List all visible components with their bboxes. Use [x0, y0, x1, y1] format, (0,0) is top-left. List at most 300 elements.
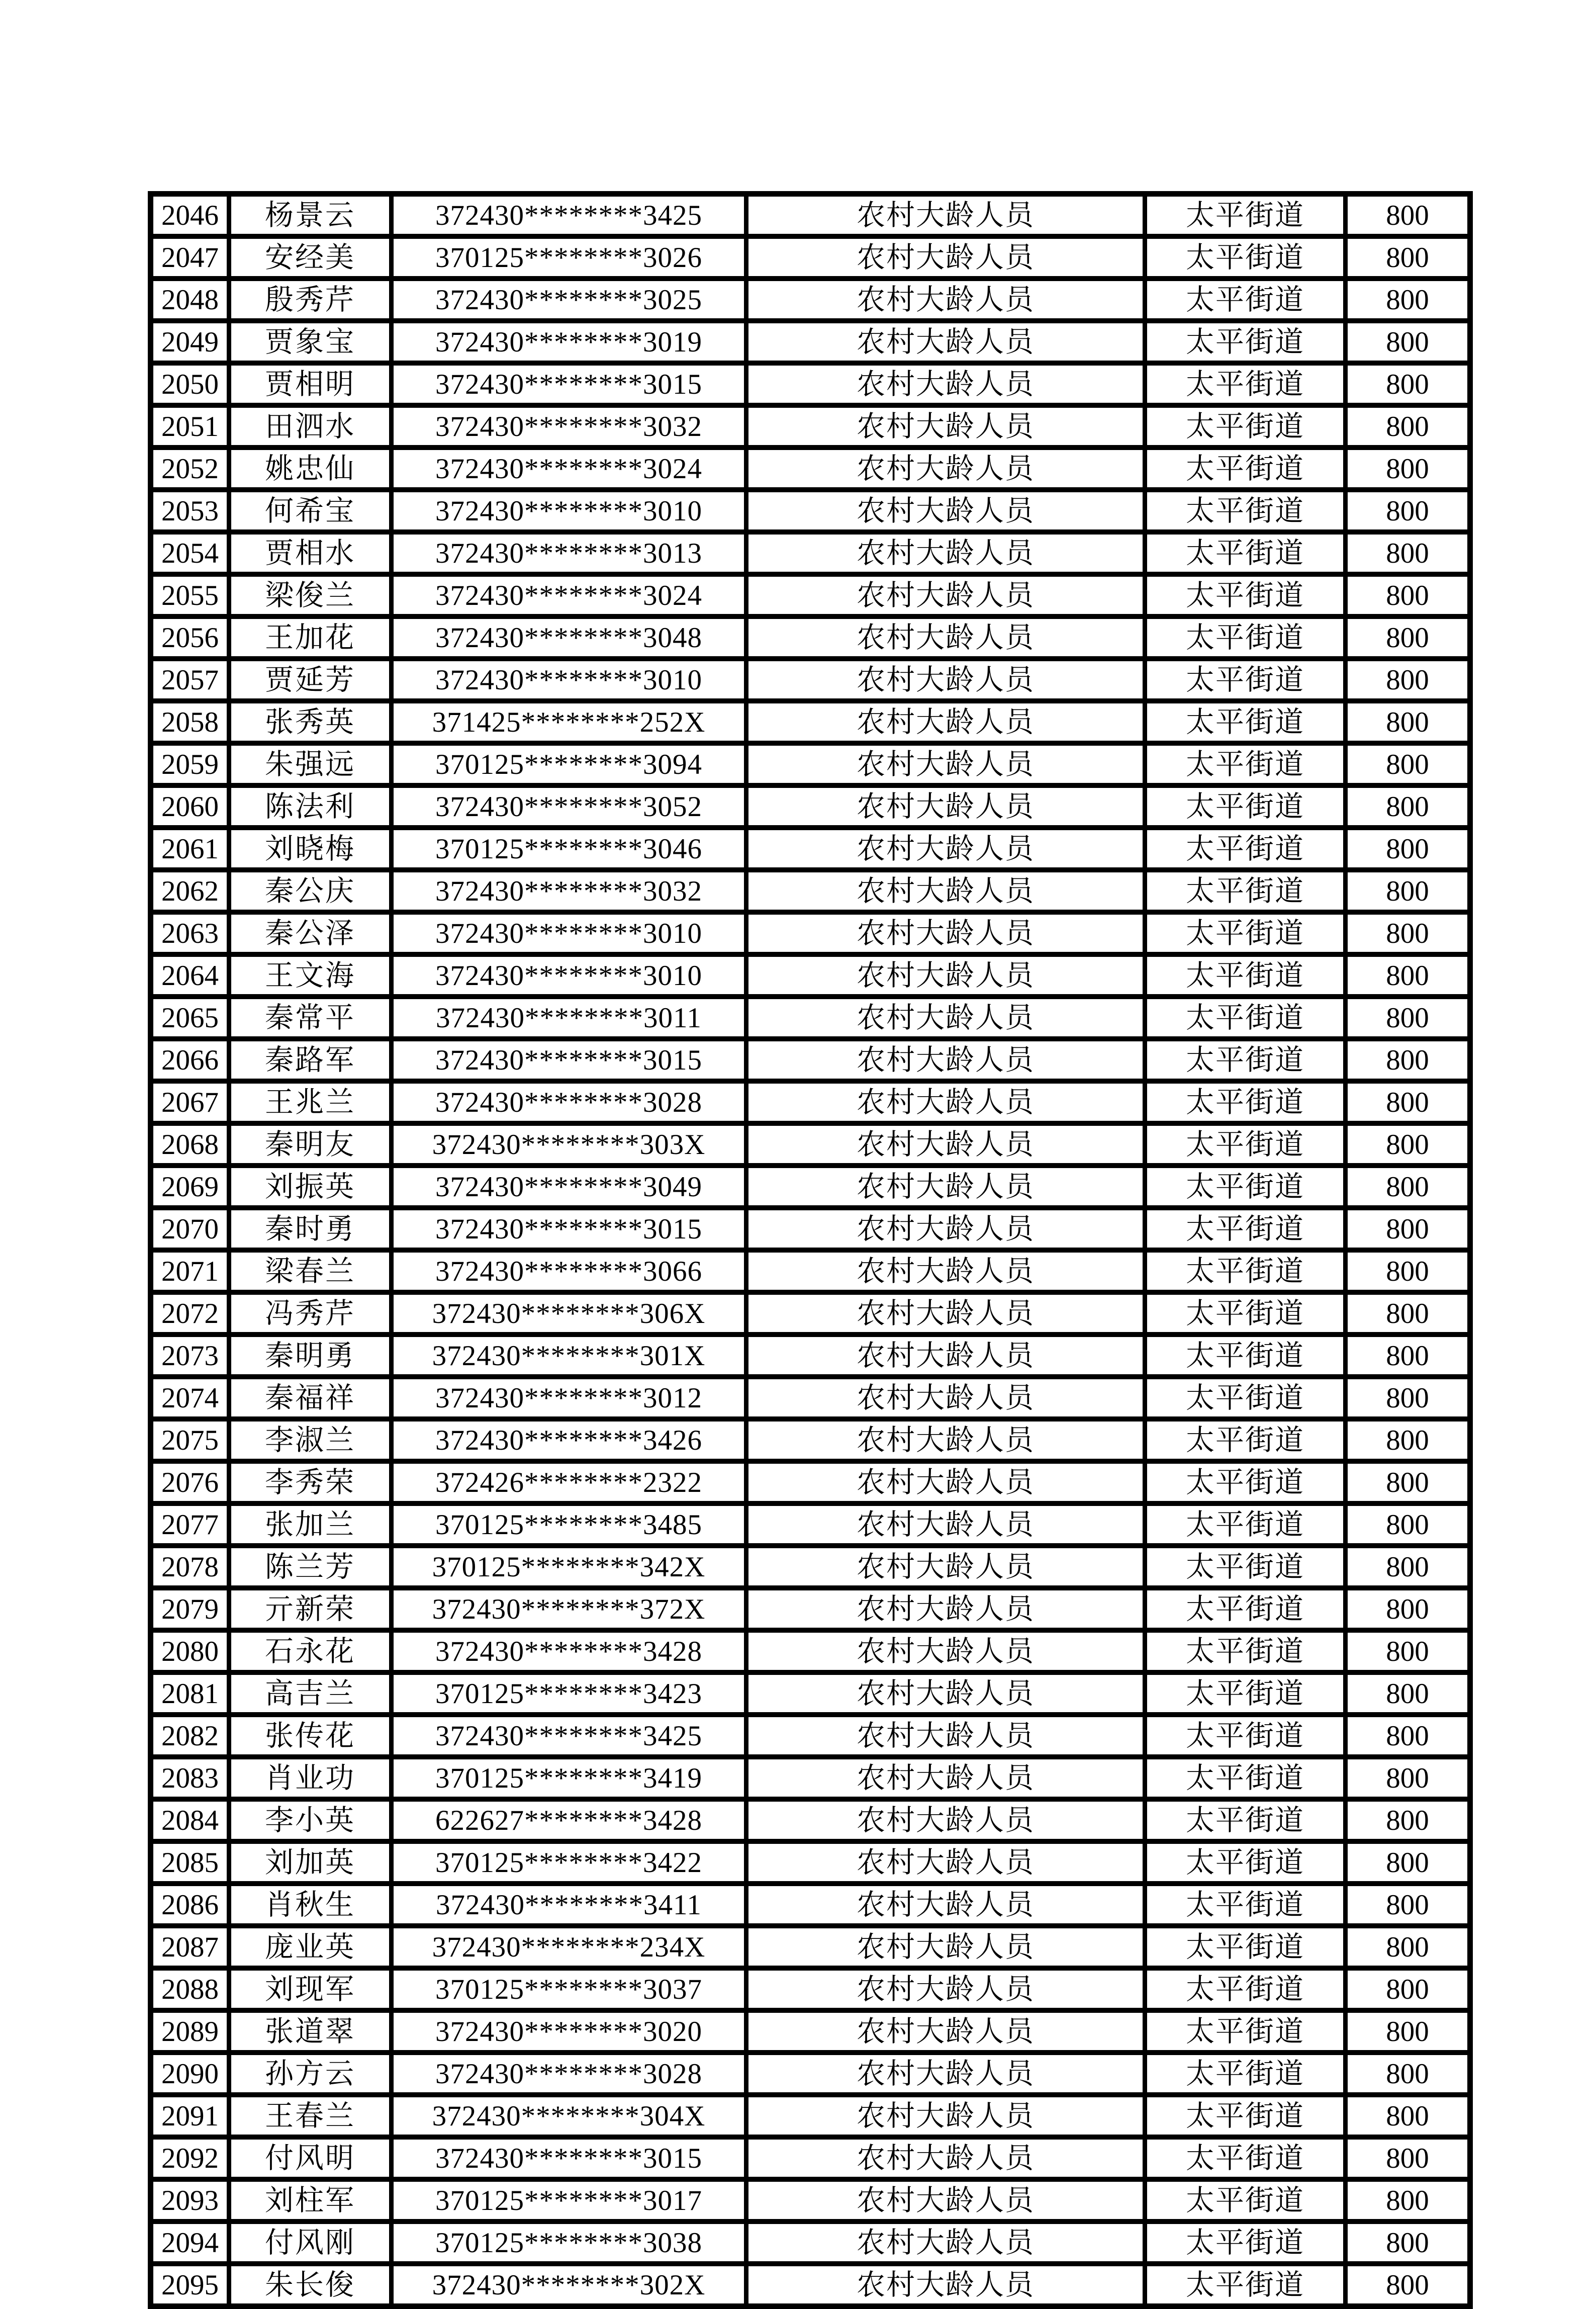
category-cell: 农村大龄人员 [746, 659, 1145, 701]
sequence-number-cell: 2077 [151, 1503, 229, 1546]
amount-cell: 800 [1346, 405, 1470, 448]
street-cell: 太平街道 [1145, 1166, 1346, 1208]
table-row [151, 1250, 1470, 1292]
table-row [151, 194, 1470, 237]
person-name-cell: 刘现军 [229, 1968, 392, 2010]
category-cell: 农村大龄人员 [746, 1166, 1145, 1208]
street-cell: 太平街道 [1145, 912, 1346, 954]
category-cell: 农村大龄人员 [746, 701, 1145, 743]
amount-cell: 800 [1346, 1546, 1470, 1588]
sequence-number-cell: 2084 [151, 1799, 229, 1841]
category-cell: 农村大龄人员 [746, 743, 1145, 785]
table-row [151, 1799, 1470, 1841]
person-name-cell: 冯秀芹 [229, 1292, 392, 1335]
amount-cell: 800 [1346, 912, 1470, 954]
street-cell: 太平街道 [1145, 1292, 1346, 1335]
category-cell: 农村大龄人员 [746, 1292, 1145, 1335]
street-cell: 太平街道 [1145, 1250, 1346, 1292]
street-cell: 太平街道 [1145, 743, 1346, 785]
sequence-number-cell: 2081 [151, 1672, 229, 1715]
table-row [151, 1208, 1470, 1250]
category-cell: 农村大龄人员 [746, 574, 1145, 616]
person-name-cell: 安经美 [229, 236, 392, 279]
amount-cell: 800 [1346, 363, 1470, 405]
category-cell: 农村大龄人员 [746, 532, 1145, 574]
id-number-cell: 372430********3049 [392, 1166, 746, 1208]
amount-cell: 800 [1346, 2137, 1470, 2179]
sequence-number-cell: 2086 [151, 1884, 229, 1926]
table-row [151, 2222, 1470, 2264]
sequence-number-cell: 2095 [151, 2264, 229, 2306]
person-name-cell: 杨景云 [229, 194, 392, 237]
person-name-cell: 刘加英 [229, 1841, 392, 1884]
table-row [151, 321, 1470, 363]
sequence-number-cell: 2062 [151, 870, 229, 912]
category-cell: 农村大龄人员 [746, 1461, 1145, 1503]
person-name-cell: 孙方云 [229, 2053, 392, 2095]
sequence-number-cell: 2049 [151, 321, 229, 363]
amount-cell: 800 [1346, 2095, 1470, 2137]
category-cell: 农村大龄人员 [746, 1208, 1145, 1250]
sequence-number-cell: 2048 [151, 279, 229, 321]
sequence-number-cell: 2073 [151, 1335, 229, 1377]
category-cell: 农村大龄人员 [746, 1630, 1145, 1672]
id-number-cell: 371425********252X [392, 701, 746, 743]
person-name-cell: 陈兰芳 [229, 1546, 392, 1588]
street-cell: 太平街道 [1145, 954, 1346, 997]
category-cell: 农村大龄人员 [746, 448, 1145, 490]
street-cell: 太平街道 [1145, 870, 1346, 912]
sequence-number-cell: 2067 [151, 1081, 229, 1123]
street-cell: 太平街道 [1145, 1715, 1346, 1757]
amount-cell: 800 [1346, 1166, 1470, 1208]
sequence-number-cell: 2082 [151, 1715, 229, 1757]
amount-cell: 800 [1346, 1377, 1470, 1419]
sequence-number-cell: 2066 [151, 1039, 229, 1081]
person-name-cell: 张秀英 [229, 701, 392, 743]
street-cell: 太平街道 [1145, 1630, 1346, 1672]
person-name-cell: 秦常平 [229, 997, 392, 1039]
id-number-cell: 372430********3015 [392, 1039, 746, 1081]
person-name-cell: 李淑兰 [229, 1419, 392, 1461]
table-row [151, 1335, 1470, 1377]
amount-cell: 800 [1346, 2264, 1470, 2306]
category-cell: 农村大龄人员 [746, 616, 1145, 659]
id-number-cell: 372430********3066 [392, 1250, 746, 1292]
street-cell: 太平街道 [1145, 1461, 1346, 1503]
id-number-cell: 372430********3020 [392, 2010, 746, 2053]
table-row [151, 279, 1470, 321]
table-row [151, 828, 1470, 870]
category-cell: 农村大龄人员 [746, 1039, 1145, 1081]
sequence-number-cell: 2059 [151, 743, 229, 785]
category-cell: 农村大龄人员 [746, 236, 1145, 279]
street-cell: 太平街道 [1145, 616, 1346, 659]
table-row [151, 701, 1470, 743]
id-number-cell: 372430********3428 [392, 1630, 746, 1672]
street-cell: 太平街道 [1145, 2222, 1346, 2264]
street-cell: 太平街道 [1145, 1757, 1346, 1799]
id-number-cell: 372430********3012 [392, 1377, 746, 1419]
person-name-cell: 刘振英 [229, 1166, 392, 1208]
street-cell: 太平街道 [1145, 2264, 1346, 2306]
category-cell: 农村大龄人员 [746, 279, 1145, 321]
person-name-cell: 李小英 [229, 1799, 392, 1841]
amount-cell: 800 [1346, 574, 1470, 616]
person-name-cell: 贾象宝 [229, 321, 392, 363]
category-cell: 农村大龄人员 [746, 363, 1145, 405]
street-cell: 太平街道 [1145, 1377, 1346, 1419]
amount-cell: 800 [1346, 743, 1470, 785]
id-number-cell: 370125********3485 [392, 1503, 746, 1546]
sequence-number-cell: 2083 [151, 1757, 229, 1799]
street-cell: 太平街道 [1145, 321, 1346, 363]
street-cell: 太平街道 [1145, 574, 1346, 616]
person-name-cell: 王加花 [229, 616, 392, 659]
sequence-number-cell: 2094 [151, 2222, 229, 2264]
street-cell: 太平街道 [1145, 1588, 1346, 1630]
sequence-number-cell: 2070 [151, 1208, 229, 1250]
id-number-cell: 370125********3017 [392, 2179, 746, 2222]
category-cell: 农村大龄人员 [746, 1250, 1145, 1292]
table-row [151, 659, 1470, 701]
person-name-cell: 张传花 [229, 1715, 392, 1757]
street-cell: 太平街道 [1145, 279, 1346, 321]
sequence-number-cell: 2076 [151, 1461, 229, 1503]
id-number-cell: 370125********342X [392, 1546, 746, 1588]
table-row [151, 1672, 1470, 1715]
person-name-cell: 王兆兰 [229, 1081, 392, 1123]
category-cell: 农村大龄人员 [746, 1588, 1145, 1630]
street-cell: 太平街道 [1145, 1884, 1346, 1926]
table-row [151, 1292, 1470, 1335]
table-row [151, 870, 1470, 912]
table-row [151, 2179, 1470, 2222]
amount-cell: 800 [1346, 236, 1470, 279]
person-name-cell: 秦福祥 [229, 1377, 392, 1419]
amount-cell: 800 [1346, 194, 1470, 237]
amount-cell: 800 [1346, 1672, 1470, 1715]
table-row [151, 785, 1470, 828]
street-cell: 太平街道 [1145, 1799, 1346, 1841]
person-name-cell: 肖业功 [229, 1757, 392, 1799]
amount-cell: 800 [1346, 448, 1470, 490]
table-row [151, 2137, 1470, 2179]
category-cell: 农村大龄人员 [746, 954, 1145, 997]
amount-cell: 800 [1346, 954, 1470, 997]
id-number-cell: 372430********3411 [392, 1884, 746, 1926]
person-name-cell: 秦公泽 [229, 912, 392, 954]
sequence-number-cell: 2089 [151, 2010, 229, 2053]
table-row [151, 448, 1470, 490]
table-row [151, 574, 1470, 616]
amount-cell: 800 [1346, 2053, 1470, 2095]
table-row [151, 2053, 1470, 2095]
amount-cell: 800 [1346, 532, 1470, 574]
id-number-cell: 372430********3013 [392, 532, 746, 574]
person-name-cell: 张道翠 [229, 2010, 392, 2053]
sequence-number-cell: 2054 [151, 532, 229, 574]
person-name-cell: 贾延芳 [229, 659, 392, 701]
amount-cell: 800 [1346, 2222, 1470, 2264]
id-number-cell: 372430********372X [392, 1588, 746, 1630]
street-cell: 太平街道 [1145, 1968, 1346, 2010]
person-name-cell: 庞业英 [229, 1926, 392, 1968]
table-row [151, 2010, 1470, 2053]
category-cell: 农村大龄人员 [746, 2179, 1145, 2222]
person-name-cell: 高吉兰 [229, 1672, 392, 1715]
id-number-cell: 372430********3025 [392, 279, 746, 321]
id-number-cell: 372430********3015 [392, 1208, 746, 1250]
id-number-cell: 372430********3048 [392, 616, 746, 659]
sequence-number-cell: 2078 [151, 1546, 229, 1588]
category-cell: 农村大龄人员 [746, 194, 1145, 237]
amount-cell: 800 [1346, 1335, 1470, 1377]
street-cell: 太平街道 [1145, 363, 1346, 405]
table-row [151, 912, 1470, 954]
category-cell: 农村大龄人员 [746, 870, 1145, 912]
street-cell: 太平街道 [1145, 490, 1346, 532]
sequence-number-cell: 2055 [151, 574, 229, 616]
category-cell: 农村大龄人员 [746, 1884, 1145, 1926]
table-row [151, 1588, 1470, 1630]
sequence-number-cell: 2079 [151, 1588, 229, 1630]
amount-cell: 800 [1346, 1250, 1470, 1292]
sequence-number-cell: 2053 [151, 490, 229, 532]
person-name-cell: 秦时勇 [229, 1208, 392, 1250]
street-cell: 太平街道 [1145, 1208, 1346, 1250]
sequence-number-cell: 2047 [151, 236, 229, 279]
id-number-cell: 372430********301X [392, 1335, 746, 1377]
sequence-number-cell: 2072 [151, 1292, 229, 1335]
street-cell: 太平街道 [1145, 1546, 1346, 1588]
amount-cell: 800 [1346, 1715, 1470, 1757]
amount-cell: 800 [1346, 1841, 1470, 1884]
category-cell: 农村大龄人员 [746, 1335, 1145, 1377]
table-row [151, 1039, 1470, 1081]
sequence-number-cell: 2051 [151, 405, 229, 448]
id-number-cell: 370125********3422 [392, 1841, 746, 1884]
person-name-cell: 秦明勇 [229, 1335, 392, 1377]
person-name-cell: 付风明 [229, 2137, 392, 2179]
category-cell: 农村大龄人员 [746, 912, 1145, 954]
id-number-cell: 372430********304X [392, 2095, 746, 2137]
amount-cell: 800 [1346, 1503, 1470, 1546]
amount-cell: 800 [1346, 1757, 1470, 1799]
category-cell: 农村大龄人员 [746, 1757, 1145, 1799]
sequence-number-cell: 2058 [151, 701, 229, 743]
street-cell: 太平街道 [1145, 1841, 1346, 1884]
id-number-cell: 370125********3423 [392, 1672, 746, 1715]
table-row [151, 1757, 1470, 1799]
amount-cell: 800 [1346, 2179, 1470, 2222]
sequence-number-cell: 2052 [151, 448, 229, 490]
sequence-number-cell: 2057 [151, 659, 229, 701]
id-number-cell: 372430********303X [392, 1123, 746, 1166]
person-name-cell: 梁春兰 [229, 1250, 392, 1292]
street-cell: 太平街道 [1145, 659, 1346, 701]
street-cell: 太平街道 [1145, 2095, 1346, 2137]
id-number-cell: 372430********3019 [392, 321, 746, 363]
table-row [151, 2264, 1470, 2306]
person-name-cell: 亓新荣 [229, 1588, 392, 1630]
table-row [151, 236, 1470, 279]
sequence-number-cell: 2069 [151, 1166, 229, 1208]
amount-cell: 800 [1346, 701, 1470, 743]
person-name-cell: 秦明友 [229, 1123, 392, 1166]
sequence-number-cell: 2064 [151, 954, 229, 997]
street-cell: 太平街道 [1145, 701, 1346, 743]
category-cell: 农村大龄人员 [746, 1419, 1145, 1461]
category-cell: 农村大龄人员 [746, 1123, 1145, 1166]
sequence-number-cell: 2060 [151, 785, 229, 828]
table-row [151, 363, 1470, 405]
table-body [151, 194, 1470, 2306]
id-number-cell: 372430********3028 [392, 2053, 746, 2095]
street-cell: 太平街道 [1145, 1419, 1346, 1461]
person-name-cell: 田泗水 [229, 405, 392, 448]
category-cell: 农村大龄人员 [746, 785, 1145, 828]
beneficiary-table [148, 191, 1473, 2309]
person-name-cell: 姚忠仙 [229, 448, 392, 490]
amount-cell: 800 [1346, 1588, 1470, 1630]
category-cell: 农村大龄人员 [746, 2137, 1145, 2179]
id-number-cell: 372430********3015 [392, 2137, 746, 2179]
street-cell: 太平街道 [1145, 828, 1346, 870]
table-row [151, 1461, 1470, 1503]
street-cell: 太平街道 [1145, 194, 1346, 237]
amount-cell: 800 [1346, 870, 1470, 912]
table-row [151, 2095, 1470, 2137]
sequence-number-cell: 2071 [151, 1250, 229, 1292]
person-name-cell: 秦路军 [229, 1039, 392, 1081]
person-name-cell: 朱长俊 [229, 2264, 392, 2306]
id-number-cell: 372430********3010 [392, 490, 746, 532]
person-name-cell: 何希宝 [229, 490, 392, 532]
street-cell: 太平街道 [1145, 1926, 1346, 1968]
id-number-cell: 372426********2322 [392, 1461, 746, 1503]
sequence-number-cell: 2085 [151, 1841, 229, 1884]
category-cell: 农村大龄人员 [746, 1715, 1145, 1757]
person-name-cell: 梁俊兰 [229, 574, 392, 616]
id-number-cell: 370125********3419 [392, 1757, 746, 1799]
street-cell: 太平街道 [1145, 2137, 1346, 2179]
person-name-cell: 石永花 [229, 1630, 392, 1672]
id-number-cell: 370125********3037 [392, 1968, 746, 2010]
person-name-cell: 付风刚 [229, 2222, 392, 2264]
category-cell: 农村大龄人员 [746, 1377, 1145, 1419]
street-cell: 太平街道 [1145, 1039, 1346, 1081]
street-cell: 太平街道 [1145, 997, 1346, 1039]
amount-cell: 800 [1346, 1208, 1470, 1250]
table-row [151, 1630, 1470, 1672]
sequence-number-cell: 2075 [151, 1419, 229, 1461]
table-row [151, 490, 1470, 532]
id-number-cell: 372430********234X [392, 1926, 746, 1968]
street-cell: 太平街道 [1145, 532, 1346, 574]
sequence-number-cell: 2056 [151, 616, 229, 659]
person-name-cell: 刘晓梅 [229, 828, 392, 870]
sequence-number-cell: 2091 [151, 2095, 229, 2137]
person-name-cell: 王文海 [229, 954, 392, 997]
street-cell: 太平街道 [1145, 1081, 1346, 1123]
id-number-cell: 372430********3010 [392, 912, 746, 954]
id-number-cell: 372430********3011 [392, 997, 746, 1039]
category-cell: 农村大龄人员 [746, 405, 1145, 448]
person-name-cell: 肖秋生 [229, 1884, 392, 1926]
amount-cell: 800 [1346, 1968, 1470, 2010]
person-name-cell: 陈法利 [229, 785, 392, 828]
table-row [151, 1968, 1470, 2010]
table-row [151, 1377, 1470, 1419]
id-number-cell: 372430********302X [392, 2264, 746, 2306]
category-cell: 农村大龄人员 [746, 1081, 1145, 1123]
category-cell: 农村大龄人员 [746, 1841, 1145, 1884]
amount-cell: 800 [1346, 1630, 1470, 1672]
sequence-number-cell: 2074 [151, 1377, 229, 1419]
id-number-cell: 372430********3010 [392, 954, 746, 997]
category-cell: 农村大龄人员 [746, 490, 1145, 532]
table-row [151, 1419, 1470, 1461]
person-name-cell: 朱强远 [229, 743, 392, 785]
id-number-cell: 372430********306X [392, 1292, 746, 1335]
amount-cell: 800 [1346, 1461, 1470, 1503]
id-number-cell: 622627********3428 [392, 1799, 746, 1841]
table-row [151, 405, 1470, 448]
amount-cell: 800 [1346, 997, 1470, 1039]
amount-cell: 800 [1346, 1292, 1470, 1335]
person-name-cell: 刘柱军 [229, 2179, 392, 2222]
id-number-cell: 372430********3425 [392, 194, 746, 237]
street-cell: 太平街道 [1145, 1503, 1346, 1546]
amount-cell: 800 [1346, 659, 1470, 701]
sequence-number-cell: 2092 [151, 2137, 229, 2179]
person-name-cell: 秦公庆 [229, 870, 392, 912]
id-number-cell: 372430********3425 [392, 1715, 746, 1757]
table-row [151, 1926, 1470, 1968]
table-row [151, 997, 1470, 1039]
table-row [151, 616, 1470, 659]
id-number-cell: 370125********3026 [392, 236, 746, 279]
id-number-cell: 370125********3038 [392, 2222, 746, 2264]
amount-cell: 800 [1346, 1039, 1470, 1081]
sequence-number-cell: 2061 [151, 828, 229, 870]
amount-cell: 800 [1346, 616, 1470, 659]
id-number-cell: 372430********3015 [392, 363, 746, 405]
person-name-cell: 贾相水 [229, 532, 392, 574]
category-cell: 农村大龄人员 [746, 1799, 1145, 1841]
amount-cell: 800 [1346, 1419, 1470, 1461]
sequence-number-cell: 2090 [151, 2053, 229, 2095]
table-row [151, 743, 1470, 785]
id-number-cell: 372430********3426 [392, 1419, 746, 1461]
table-row [151, 1884, 1470, 1926]
street-cell: 太平街道 [1145, 2053, 1346, 2095]
table-row [151, 532, 1470, 574]
amount-cell: 800 [1346, 279, 1470, 321]
amount-cell: 800 [1346, 1884, 1470, 1926]
street-cell: 太平街道 [1145, 236, 1346, 279]
street-cell: 太平街道 [1145, 1672, 1346, 1715]
category-cell: 农村大龄人员 [746, 1968, 1145, 2010]
table-row [151, 1503, 1470, 1546]
table-row [151, 1546, 1470, 1588]
street-cell: 太平街道 [1145, 785, 1346, 828]
table-row [151, 1166, 1470, 1208]
amount-cell: 800 [1346, 1081, 1470, 1123]
table-row [151, 954, 1470, 997]
sequence-number-cell: 2068 [151, 1123, 229, 1166]
